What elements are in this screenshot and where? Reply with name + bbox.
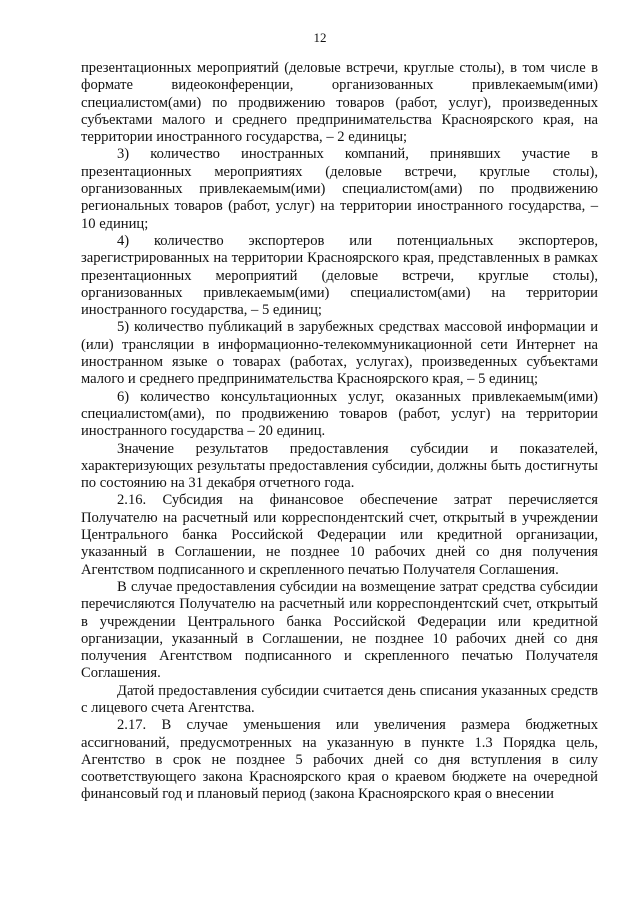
paragraph-presentation-events: презентационных мероприятий (деловые встречи, круглые столы), в том числе в формате видеоконференции, организованных привлекаемым(ими) специалистом(ами) по продвижению товаров (работ, услуг), произведенных субъектами малого и среднего предпринимательства Красноярского края, на территории иностранного государства, – 2 единицы; [81,60,598,146]
paragraph-results-deadline: Значение результатов предоставления субсидии и показателей, характеризующих результаты предоставления субсидии, должны быть достигнуты по состоянию на 31 декабря отчетного года. [81,440,598,492]
paragraph-item-6-consulting: 6) количество консультационных услуг, оказанных привлекаемым(ими) специалистом(ами), по продвижению товаров (работ, услуг) на территории иностранного государства – 20 единиц. [81,388,598,440]
document-body [81,60,598,804]
paragraph-item-5-publications: 5) количество публикаций в зарубежных средствах массовой информации и (или) трансляции в информационно-телекоммуникационной сети Интернет на иностранном языке о товарах (работах, услугах), произведенных субъектами малого и среднего предпринимательства Красноярского края, – 5 единиц; [81,319,598,388]
paragraph-2-16-transfer: 2.16. Субсидия на финансовое обеспечение затрат перечисляется Получателю на расчетный или корреспондентский счет, открытый в учреждении Центрального банка Российской Федерации или кредитной организации, указанный в Соглашении, не позднее 10 рабочих дней со дня получения Агентством подписанного и скрепленного печатью Получателя Соглашения. [81,492,598,578]
page-number: 12 [313,30,327,45]
paragraph-reimbursement-transfer: В случае предоставления субсидии на возмещение затрат средства субсидии перечисляются Получателю на расчетный или корреспондентский счет, открытый в учреждении Центрального банка Российской Федерации или кредитной организации, указанный в Соглашении, не позднее 10 рабочих дней со дня получения Агентством подписанного и скрепленного печатью Получателя Соглашения. [81,578,598,682]
paragraph-item-3-foreign-companies: 3) количество иностранных компаний, принявших участие в презентационных мероприятиях (деловые встречи, круглые столы), организованных привлекаемым(ими) специалистом(ами) по продвижению региональных товаров (работ, услуг) на территории иностранного государства, – 10 единиц; [81,146,598,232]
paragraph-item-4-exporters: 4) количество экспортеров или потенциальных экспортеров, зарегистрированных на территории Красноярского края, представленных в рамках презентационных мероприятий (деловые встречи, круглые столы), организованных привлекаемым(ими) специалистом(ами) на территории иностранного государства, – 5 единиц; [81,232,598,319]
paragraph-provision-date: Датой предоставления субсидии считается день списания указанных средств с лицевого счета Агентства. [81,682,598,716]
paragraph-2-17-budget-change: 2.17. В случае уменьшения или увеличения размера бюджетных ассигнований, предусмотренных на указанную в пункте 1.3 Порядка цель, Агентство в срок не позднее 5 рабочих дней со дня вступления в силу соответствующего закона Красноярского края о краевом бюджете на очередной финансовый год и плановый период (закона Красноярского края о внесении [81,717,598,803]
